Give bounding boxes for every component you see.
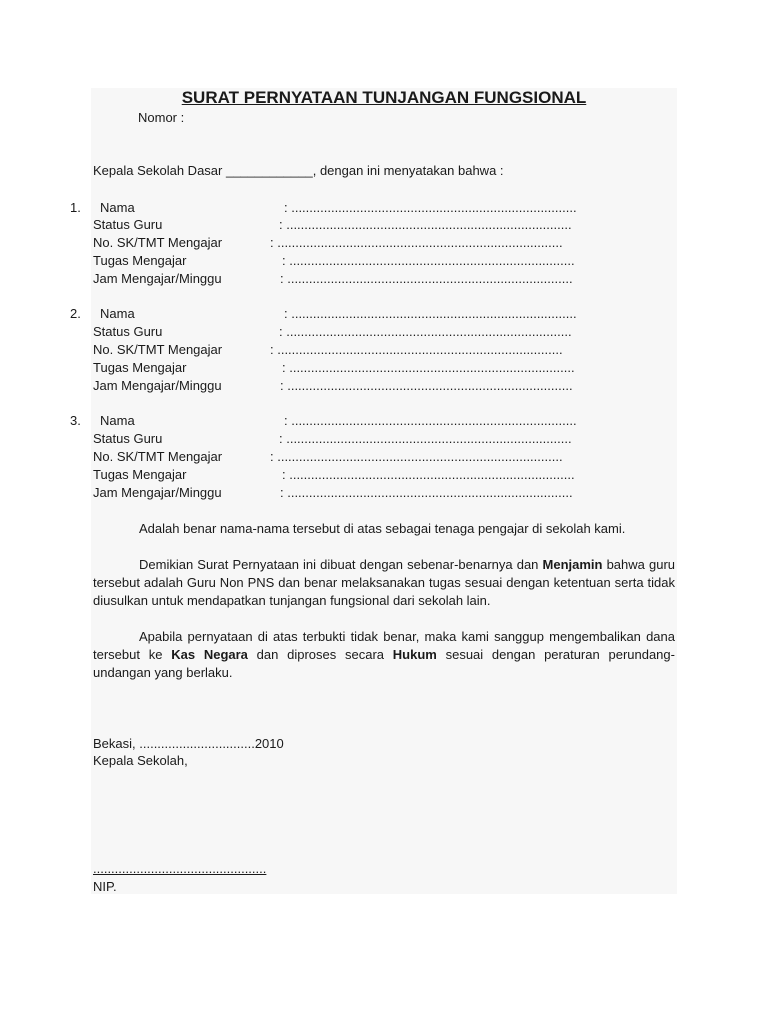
bold-menjamin: Menjamin	[542, 557, 603, 572]
label-no-sk: No. SK/TMT Mengajar	[93, 449, 223, 464]
label-nama: Nama	[100, 413, 135, 428]
text-segment: dan diproses secara	[247, 647, 393, 662]
label-tugas-mengajar: Tugas Mengajar	[93, 253, 187, 268]
text-segment: Demikian Surat Pernyataan ini dibuat dengan sebenar-benarnya dan	[139, 557, 543, 572]
value-nama: : ...............................................................................	[284, 413, 577, 428]
label-nama: Nama	[100, 200, 135, 215]
bold-kas-negara: Kas Negara	[171, 647, 248, 662]
value-status-guru: : ...............................................................................	[279, 431, 572, 446]
signature-line: ................................................	[93, 861, 267, 876]
label-jam-mengajar: Jam Mengajar/Minggu	[93, 485, 222, 500]
text-segment: Apabila pernyataan di atas terbukti tidak benar, maka kami sanggup mengembalikan dana tersebut ke	[93, 629, 675, 662]
entry-number: 1.	[70, 200, 81, 215]
label-status-guru: Status Guru	[93, 431, 163, 446]
label-no-sk: No. SK/TMT Mengajar	[93, 235, 223, 250]
entry-number: 3.	[70, 413, 81, 428]
value-tugas-mengajar: : ...............................................................................	[282, 360, 575, 375]
label-no-sk: No. SK/TMT Mengajar	[93, 342, 223, 357]
paragraph-liability	[93, 628, 675, 682]
value-no-sk: : ...............................................................................	[270, 342, 563, 357]
value-status-guru: : ...............................................................................	[279, 324, 572, 339]
label-status-guru: Status Guru	[93, 324, 163, 339]
label-nama: Nama	[100, 306, 135, 321]
text-segment: bahwa guru tersebut adalah Guru Non PNS dan benar melaksanakan tugas sesuai dengan ketentuan serta tidak diusulkan untuk mendapatkan tunjangan fungsional dari sekolah lain.	[93, 557, 675, 608]
label-jam-mengajar: Jam Mengajar/Minggu	[93, 271, 222, 286]
signer-title: Kepala Sekolah,	[93, 753, 188, 768]
nip-label: NIP.	[93, 879, 117, 894]
label-jam-mengajar: Jam Mengajar/Minggu	[93, 378, 222, 393]
entry-number: 2.	[70, 306, 81, 321]
value-no-sk: : ...............................................................................	[270, 235, 563, 250]
label-status-guru: Status Guru	[93, 217, 163, 232]
intro-text: Kepala Sekolah Dasar ____________, dengan ini menyatakan bahwa :	[93, 163, 504, 178]
place-date: Bekasi, ................................2010	[93, 736, 284, 751]
label-tugas-mengajar: Tugas Mengajar	[93, 360, 187, 375]
value-jam-mengajar: : ...............................................................................	[280, 485, 573, 500]
nomor-label: Nomor :	[138, 110, 185, 125]
value-status-guru: : ...............................................................................	[279, 217, 572, 232]
value-jam-mengajar: : ...............................................................................	[280, 271, 573, 286]
document-title: SURAT PERNYATAAN TUNJANGAN FUNGSIONAL	[181, 88, 587, 107]
paragraph-guarantee	[93, 556, 675, 610]
value-tugas-mengajar: : ...............................................................................	[282, 253, 575, 268]
label-tugas-mengajar: Tugas Mengajar	[93, 467, 187, 482]
text-segment: sesuai dengan peraturan perundang-undangan yang berlaku.	[93, 647, 675, 680]
value-nama: : ...............................................................................	[284, 200, 577, 215]
value-nama: : ...............................................................................	[284, 306, 577, 321]
paragraph-confirmation: Adalah benar nama-nama tersebut di atas sebagai tenaga pengajar di sekolah kami.	[139, 521, 626, 536]
value-no-sk: : ...............................................................................	[270, 449, 563, 464]
value-jam-mengajar: : ...............................................................................	[280, 378, 573, 393]
bold-hukum: Hukum	[392, 647, 437, 662]
value-tugas-mengajar: : ...............................................................................	[282, 467, 575, 482]
